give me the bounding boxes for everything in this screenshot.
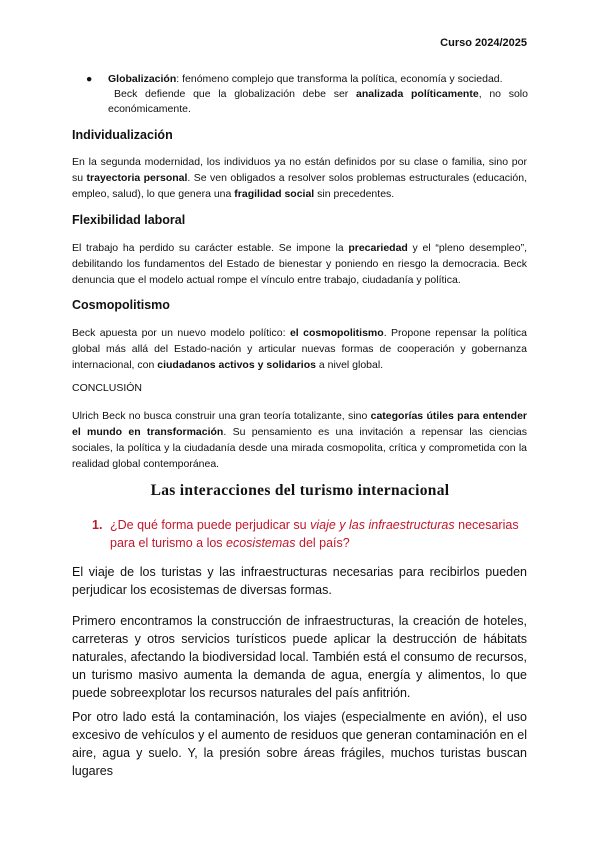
paragraph-turismo-1: El viaje de los turistas y las infraestructuras necesarias para recibirlos pueden perjudicar los ecosistemas de diversas formas. (72, 565, 527, 597)
bullet-colon: : (176, 73, 180, 85)
q-italic-1: viaje y las infraestructuras (310, 518, 455, 532)
ind-text-1: En la segunda modernidad, los individuos ya no están definidos por su clase o familia, sino por su (72, 156, 527, 184)
bullet-line-2 (108, 87, 528, 117)
ind-text-3: sin precedentes. (314, 188, 395, 200)
paragraph-cosmopolitismo (72, 325, 527, 373)
question-text (110, 516, 532, 552)
q-text-3: del país? (295, 536, 350, 550)
ind-bold-2: fragilidad social (234, 188, 315, 200)
paragraph-turismo-3: Por otro lado está la contaminación, los viajes (especialmente en avión), el uso excesivo de vehículos y el aumento de residuos que generan contaminación en el aire, agua y suelo. Y, la presión sobre áreas frágiles, muchos turistas buscan lugares (72, 710, 527, 778)
cosmo-text-1: Beck apuesta por un nuevo modelo político: (72, 327, 290, 339)
paragraph-turismo-2: Primero encontramos la construcción de infraestructuras, la creación de hoteles, carreteras y otros servicios turísticos puede aplicar la destrucción de hábitats naturales, afectando la biodiversidad local. También está el consumo de recursos, un turismo masivo aumenta la demanda de agua, energía y alimentos, lo que puede sobreexplotar los recursos naturales del país anfitrión. (72, 614, 527, 700)
cosmo-text-2: . Propone repensar la política global más allá del Estado-nación y articular nuevas formas de cooperación y gobernanza internacional, con (72, 327, 527, 371)
question-number: 1. (92, 518, 103, 532)
bullet-bold-2: analizada políticamente (356, 88, 479, 100)
section-title-turismo: Las interacciones del turismo internacional (150, 482, 450, 499)
q-text-2: necesarias para el turismo a los (110, 518, 519, 550)
q-text-1: ¿De qué forma puede perjudicar su (110, 518, 311, 532)
ind-text-2: . Se ven obligados a resolver solos problemas estructurales (educación, empleo, salud), lo que genera una (72, 172, 527, 200)
bullet-marker: ● (86, 73, 93, 85)
cosmo-text-3: a nivel global. (315, 359, 384, 371)
cosmo-bold-1: el cosmopolitismo (289, 327, 384, 339)
bullet-text-1: fenómeno complejo que transforma la política, economía y sociedad. (179, 73, 503, 85)
course-header: Curso 2024/2025 (440, 37, 527, 49)
heading-individualizacion: Individualización (72, 128, 173, 142)
q-italic-2: ecosistemas (226, 536, 296, 550)
paragraph-flexibilidad (72, 240, 527, 288)
conclusion-label: CONCLUSIÓN (72, 382, 143, 394)
bullet-term: Globalización (108, 73, 177, 85)
paragraph-conclusion (72, 408, 527, 472)
bullet-text-3: , no solo económicamente. (108, 88, 528, 115)
concl-text-1: Ulrich Beck no busca construir una gran teoría totalizante, sino (72, 410, 371, 422)
cosmo-bold-2: ciudadanos activos y solidarios (157, 359, 316, 371)
bullet-line-1 (108, 72, 528, 87)
flex-text-1: El trabajo ha perdido su carácter estable. Se impone la (72, 242, 349, 254)
bullet-globalizacion (88, 72, 528, 117)
bullet-text-2: Beck defiende que la globalización debe ser (114, 88, 357, 100)
concl-text-2: . Su pensamiento es una invitación a repensar las ciencias sociales, la política y la ciudadanía desde una mirada cosmopolita, crítica y comprometida con la realidad global contemporánea. (72, 426, 527, 470)
flex-text-2: y el “pleno desempleo”, debilitando los fundamentos del Estado de bienestar y poniendo en riesgo la democracia. Beck denuncia que el modelo actual rompe el vínculo entre trabajo, ciudadanía y política. (72, 242, 527, 286)
heading-cosmopolitismo: Cosmopolitismo (72, 298, 170, 312)
question-1 (92, 516, 532, 552)
paragraph-individualizacion (72, 154, 527, 202)
ind-bold-1: trayectoria personal (86, 172, 188, 184)
heading-flexibilidad: Flexibilidad laboral (72, 213, 186, 227)
flex-bold-1: precariedad (348, 242, 408, 254)
concl-bold-1: categorías útiles para entender el mundo en transformación (72, 410, 527, 438)
